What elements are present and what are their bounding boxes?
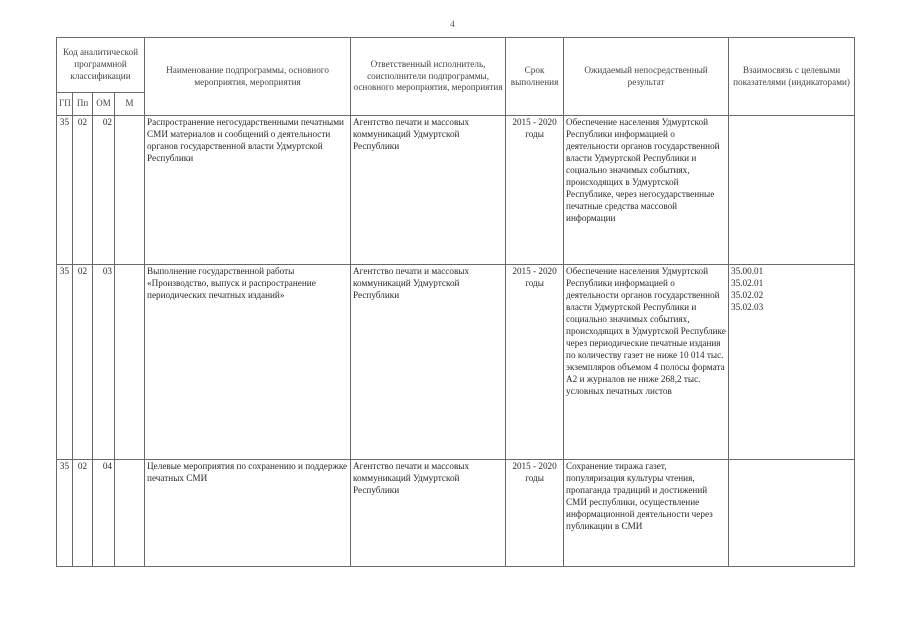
indicator-code: 35.02.01 — [731, 277, 764, 288]
cell-period: 2015 - 2020 годы — [506, 460, 564, 567]
header-gp: ГП — [57, 93, 73, 116]
header-period: Срок выполнения — [506, 38, 564, 116]
program-table — [56, 37, 855, 567]
table-row — [57, 265, 855, 460]
indicator-code: 35.02.03 — [731, 301, 764, 312]
cell-pp: 02 — [73, 116, 93, 265]
cell-result: Обеспечение населения Удмуртской Республики информацией о деятельности органов государственной власти Удмуртской Республики и социально значимых событиях, происходящих в Удмуртской Республике, через негосударственные печатные средства массовой информации — [564, 116, 729, 265]
cell-m — [115, 460, 145, 567]
cell-gp: 35 — [57, 116, 73, 265]
cell-result: Сохранение тиража газет, популяризация культуры чтения, пропаганда традиций и достижений СМИ республики, осуществление информационной деятельности через публикации в СМИ — [564, 460, 729, 567]
cell-period: 2015 - 2020 годы — [506, 265, 564, 460]
cell-indicators — [729, 265, 855, 460]
indicator-code: 35.00.01 — [731, 266, 764, 276]
cell-name: Целевые мероприятия по сохранению и поддержке печатных СМИ — [145, 460, 351, 567]
cell-executor: Агентство печати и массовых коммуникаций Удмуртской Республики — [351, 265, 506, 460]
indicator-code: 35.02.02 — [731, 289, 764, 300]
table-row — [57, 116, 855, 265]
cell-om: 04 — [93, 460, 115, 567]
cell-name: Выполнение государственной работы «Производство, выпуск и распространение периодических печатных изданий» — [145, 265, 351, 460]
cell-pp: 02 — [73, 460, 93, 567]
cell-executor: Агентство печати и массовых коммуникаций Удмуртской Республики — [351, 116, 506, 265]
cell-name: Распространение негосударственными печатными СМИ материалов и сообщений о деятельности органов государственной власти Удмуртской Республики — [145, 116, 351, 265]
cell-om: 03 — [93, 265, 115, 460]
table-row — [57, 460, 855, 567]
header-code-group: Код аналитической программной классификации — [57, 38, 145, 93]
header-name: Наименование подпрограммы, основного мероприятия, мероприятия — [145, 38, 351, 116]
cell-indicators — [729, 116, 855, 265]
cell-m — [115, 265, 145, 460]
header-result: Ожидаемый непосредственный результат — [564, 38, 729, 116]
header-pp: Пп — [73, 93, 93, 116]
header-link: Взаимосвязь с целевыми показателями (индикаторами) — [729, 38, 855, 116]
indicator-list — [731, 266, 852, 314]
header-om: ОМ — [93, 93, 115, 116]
cell-om: 02 — [93, 116, 115, 265]
cell-pp: 02 — [73, 265, 93, 460]
cell-gp: 35 — [57, 265, 73, 460]
page-number: 4 — [450, 19, 455, 29]
cell-executor: Агентство печати и массовых коммуникаций Удмуртской Республики — [351, 460, 506, 567]
cell-m — [115, 116, 145, 265]
header-executor: Ответственный исполнитель, соисполнители подпрограммы, основного мероприятия, мероприятия — [351, 38, 506, 116]
cell-gp: 35 — [57, 460, 73, 567]
cell-result: Обеспечение населения Удмуртской Республики информацией о деятельности органов государственной власти Удмуртской Республики и социально значимых событиях, происходящих в Удмуртской Республике через периодические печатные издания по количеству газет не ниже 10 014 тыс. экземпляров объемом 4 полосы формата А2 и журналов не ниже 268,2 тыс. условных печатных листов — [564, 265, 729, 460]
header-m: М — [115, 93, 145, 116]
cell-indicators — [729, 460, 855, 567]
cell-period: 2015 - 2020 годы — [506, 116, 564, 265]
